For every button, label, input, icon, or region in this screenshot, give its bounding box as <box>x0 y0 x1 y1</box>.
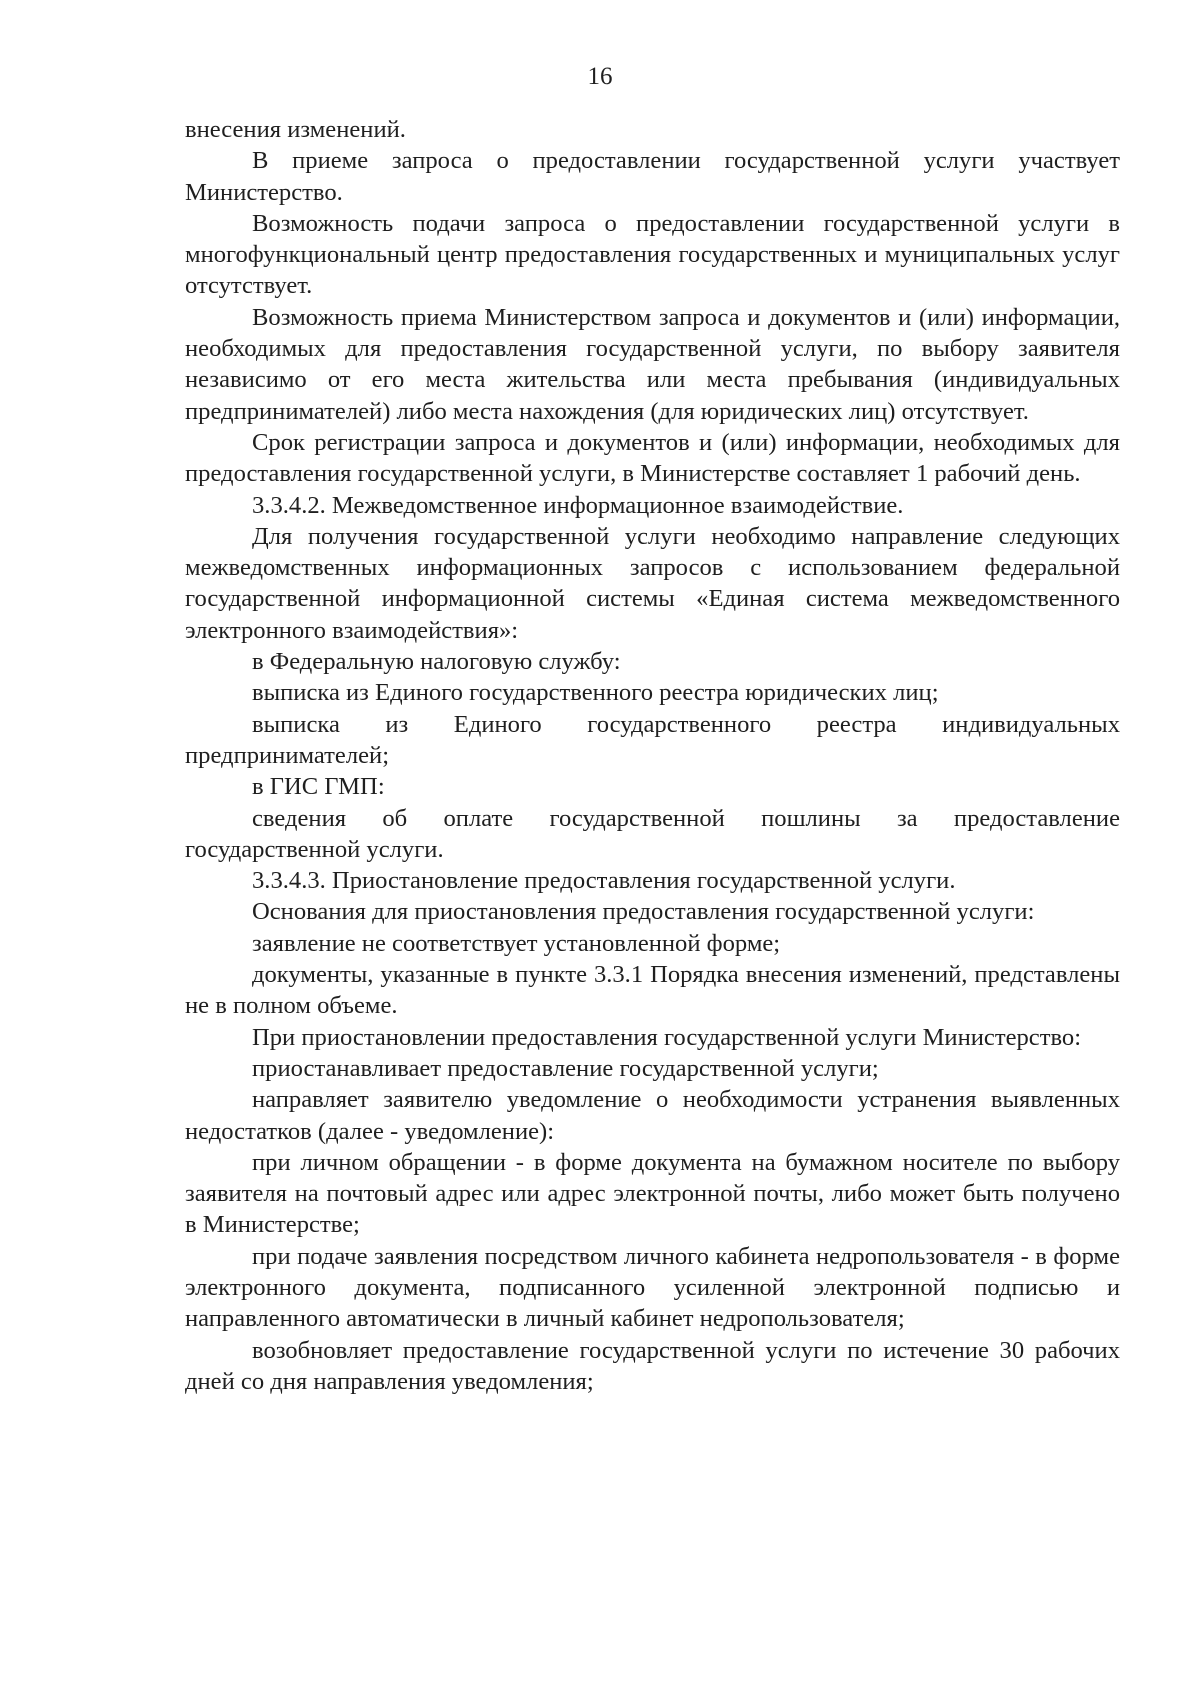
paragraph-suspension-actions: При приостановлении предоставления государственной услуги Министерство: <box>252 1023 1082 1051</box>
list-item-resumes: возобновляет предоставление государственной услуги по истечение 30 рабочих дней со дня направления уведомления; <box>185 1336 1120 1395</box>
paragraph-suspension-grounds: Основания для приостановления предоставления государственной услуги: <box>252 898 1035 926</box>
list-item-personal-visit: при личном обращении - в форме документа на бумажном носителе по выбору заявителя на почтовый адрес или адрес электронной почты, либо может быть получено в Министерстве; <box>185 1148 1120 1239</box>
paragraph-mfc: Возможность подачи запроса о предоставлении государственной услуги в многофункциональный центр предоставления государственных и муниципальных услуг отсутствует. <box>185 209 1120 300</box>
paragraph-reception: В приеме запроса о предоставлении государственной услуги участвует Министерство. <box>185 147 1120 206</box>
document-body <box>185 114 1120 1397</box>
list-item-fee-payment: сведения об оплате государственной пошлины за предоставление государственной услуги. <box>185 804 1120 863</box>
paragraph-continuation: внесения изменений. <box>185 116 406 143</box>
list-item-sends-notice: направляет заявителю уведомление о необходимости устранения выявленных недостатков (далее - уведомление): <box>185 1086 1120 1145</box>
list-item-personal-account: при подаче заявления посредством личного кабинета недропользователя - в форме электронного документа, подписанного усиленной электронной подписью и направленного автоматически в личный кабинет недропользователя; <box>185 1242 1120 1333</box>
list-item-form-mismatch: заявление не соответствует установленной форме; <box>252 929 781 957</box>
paragraph-registration-term: Срок регистрации запроса и документов и (или) информации, необходимых для предоставления государственной услуги, в Министерстве составляет 1 рабочий день. <box>185 428 1120 488</box>
list-item-egrul: выписка из Единого государственного реестра юридических лиц; <box>252 679 939 707</box>
list-item-gis-gmp: в ГИС ГМП: <box>252 773 385 801</box>
paragraph-interagency-requests: Для получения государственной услуги необходимо направление следующих межведомственных информационных запросов с использованием федеральной государственной информационной системы «Единая система межведомственного электронного взаимодействия»: <box>185 522 1120 644</box>
list-item-suspends: приостанавливает предоставление государственной услуги; <box>252 1054 879 1082</box>
list-item-incomplete-documents: документы, указанные в пункте 3.3.1 Порядка внесения изменений, представлены не в полном объеме. <box>185 961 1120 1020</box>
section-heading-3-3-4-2: 3.3.4.2. Межведомственное информационное взаимодействие. <box>252 491 904 519</box>
page-number: 16 <box>587 63 613 90</box>
section-heading-3-3-4-3: 3.3.4.3. Приостановление предоставления государственной услуги. <box>252 867 956 895</box>
list-item-egrip: выписка из Единого государственного реестра индивидуальных предпринимателей; <box>185 710 1120 769</box>
list-item-tax-service: в Федеральную налоговую службу: <box>252 648 621 676</box>
paragraph-extraterritorial: Возможность приема Министерством запроса и документов и (или) информации, необходимых для предоставления государственной услуги, по выбору заявителя независимо от его места жительства или места пребывания (индивидуальных предпринимателей) либо места нахождения (для юридических лиц) отсутствует. <box>185 303 1120 425</box>
